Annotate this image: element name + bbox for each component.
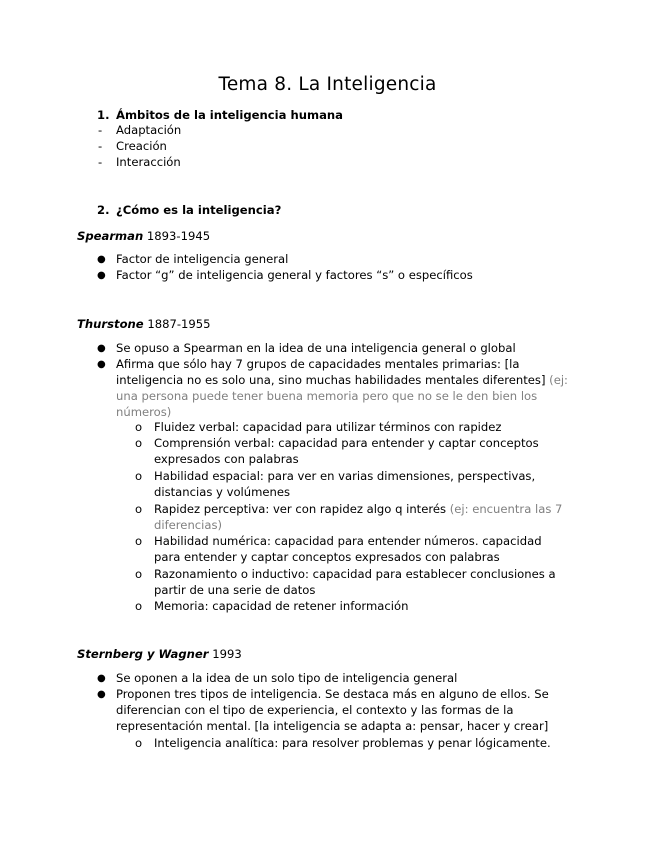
sub-item-espacial-line-2: distancias y volúmenes xyxy=(154,485,291,499)
author-years: 1993 xyxy=(212,647,242,661)
sternberg-bullet-1: Se oponen a la idea de un solo tipo de inteligencia general xyxy=(116,671,458,685)
example-note: (ej: xyxy=(549,373,568,387)
author-years: 1887-1955 xyxy=(147,317,211,331)
dash-marker: - xyxy=(98,123,103,137)
sub-item-razonamiento-line-1: Razonamiento o inductivo: capacidad para establecer conclusiones a xyxy=(154,567,556,581)
section-1-heading: Ámbitos de la inteligencia humana xyxy=(116,108,343,122)
sub-bullet-marker: o xyxy=(135,567,143,581)
sub-bullet-marker: o xyxy=(135,469,143,483)
dash-marker: - xyxy=(98,155,103,169)
author-name: Thurstone xyxy=(77,317,144,331)
sub-item-fluidez: Fluidez verbal: capacidad para utilizar términos con rapidez xyxy=(154,420,502,434)
bullet-marker: ● xyxy=(97,254,106,265)
sub-item-comprension-line-1: Comprensión verbal: capacidad para entender y captar conceptos xyxy=(154,436,539,450)
thurstone-bullet-2-line-4: números) xyxy=(116,405,172,419)
author-name: Spearman xyxy=(77,229,144,243)
sub-bullet-marker: o xyxy=(135,420,143,434)
bullet-text: Rapidez perceptiva: ver con rapidez algo q interés xyxy=(154,502,447,516)
sub-item-espacial-line-1: Habilidad espacial: para ver en varias dimensiones, perspectivas, xyxy=(154,469,536,483)
dash-marker: - xyxy=(98,139,103,153)
spearman-heading xyxy=(77,229,210,243)
author-name: Sternberg y Wagner xyxy=(77,647,209,661)
example-note: (ej: encuentra las 7 xyxy=(449,502,563,516)
list-item-interaccion: Interacción xyxy=(116,155,181,169)
list-item-creacion: Creación xyxy=(116,139,167,153)
sub-bullet-marker: o xyxy=(135,534,143,548)
author-years: 1893-1945 xyxy=(146,229,211,243)
thurstone-bullet-2-line-2 xyxy=(116,372,568,388)
section-1-number: 1. xyxy=(97,108,110,122)
sub-item-perceptiva-line-2: diferencias) xyxy=(154,518,223,532)
sub-bullet-marker: o xyxy=(135,599,143,613)
sub-item-numerica-line-1: Habilidad numérica: capacidad para entender números. capacidad xyxy=(154,534,542,548)
sternberg-bullet-2-line-3: representación mental. [la inteligencia se adapta a: pensar, hacer y crear] xyxy=(116,719,549,733)
section-2-heading: ¿Cómo es la inteligencia? xyxy=(116,203,282,217)
bullet-marker: ● xyxy=(97,359,106,370)
sub-bullet-marker: o xyxy=(135,736,143,750)
page-title: Tema 8. La Inteligencia xyxy=(218,74,437,95)
thurstone-heading xyxy=(77,317,211,331)
section-2-number: 2. xyxy=(97,203,110,217)
bullet-marker: ● xyxy=(97,343,106,354)
sub-item-memoria: Memoria: capacidad de retener información xyxy=(154,599,409,613)
sub-item-perceptiva-line-1 xyxy=(154,501,562,517)
thurstone-bullet-2-line-3: una persona puede tener buena memoria pero que no se le den bien los xyxy=(116,389,538,403)
thurstone-bullet-2-line-1: Afirma que sólo hay 7 grupos de capacidades mentales primarias: [la xyxy=(116,357,520,371)
thurstone-bullet-1: Se opuso a Spearman en la idea de una inteligencia general o global xyxy=(116,341,516,355)
bullet-marker: ● xyxy=(97,689,106,700)
bullet-marker: ● xyxy=(97,673,106,684)
sternberg-heading xyxy=(77,647,242,661)
spearman-bullet-2: Factor “g” de inteligencia general y factores “s” o específicos xyxy=(116,268,473,282)
sub-bullet-marker: o xyxy=(135,502,143,516)
sub-item-comprension-line-2: expresados con palabras xyxy=(154,452,299,466)
list-item-adaptacion: Adaptación xyxy=(116,123,182,137)
bullet-text: inteligencia no es solo una, sino muchas habilidades mentales diferentes] xyxy=(116,373,546,387)
spearman-bullet-1: Factor de inteligencia general xyxy=(116,252,289,266)
bullet-marker: ● xyxy=(97,270,106,281)
sternberg-bullet-2-line-1: Proponen tres tipos de inteligencia. Se destaca más en alguno de ellos. Se xyxy=(116,687,549,701)
sub-bullet-marker: o xyxy=(135,436,143,450)
sternberg-bullet-2-line-2: diferencian con el tipo de experiencia, el contexto y las formas de la xyxy=(116,703,514,717)
sub-item-razonamiento-line-2: partir de una serie de datos xyxy=(154,583,316,597)
sub-item-analitica: Inteligencia analítica: para resolver problemas y penar lógicamente. xyxy=(154,736,551,750)
sub-item-numerica-line-2: para entender y captar conceptos expresados con palabras xyxy=(154,550,500,564)
